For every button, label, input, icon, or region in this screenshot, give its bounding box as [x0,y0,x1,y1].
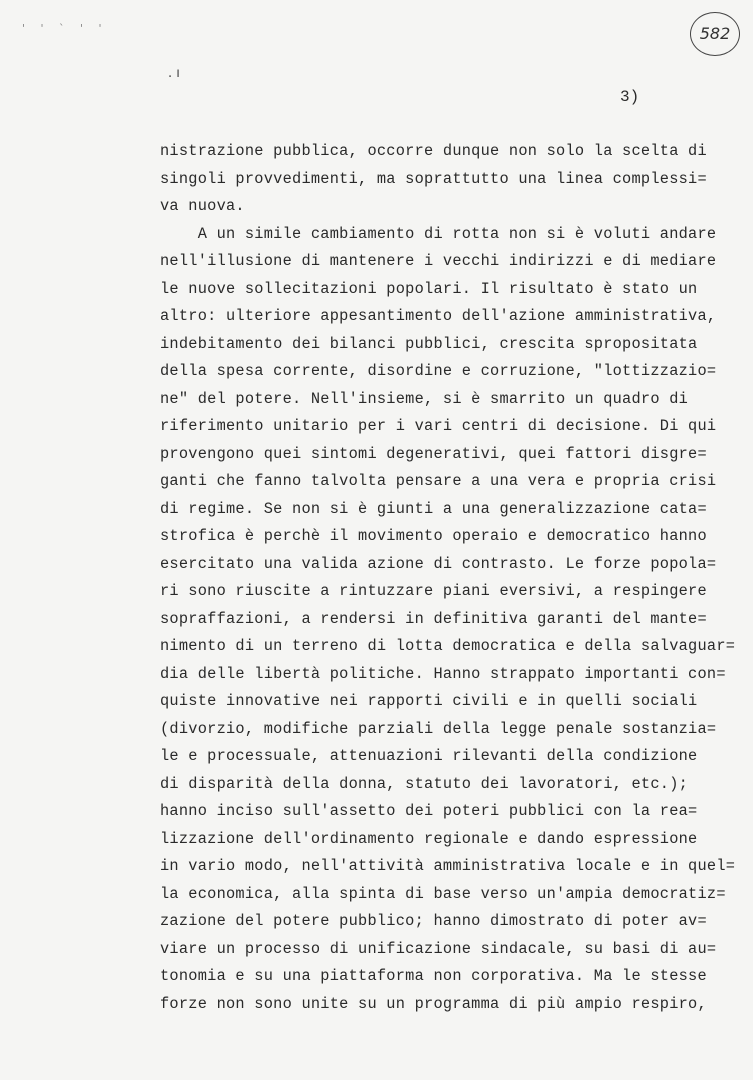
text-line: le nuove sollecitazioni popolari. Il risultato è stato un [160,279,698,298]
text-line: (divorzio, modifiche parziali della legge penale sostanzia= [160,719,717,738]
text-line: della spesa corrente, disordine e corruzione, "lottizzazio= [160,362,717,380]
text-line: nimento di un terreno di lotta democratica e della salvaguar= [160,637,736,655]
text-line: riferimento unitario per i vari centri di decisione. Di qui [160,417,717,435]
scan-specks: ' ' ` ' ' [22,22,108,35]
text-line: sopraffazioni, a rendersi in definitiva garanti del mante= [160,609,707,628]
text-line: lizzazione dell'ordinamento regionale e dando espressione [160,829,698,848]
margin-mark: . ı [168,66,180,81]
text-line: di regime. Se non si è giunti a una generalizzazione cata= [160,499,707,518]
text-line: le e processuale, attenuazioni rilevanti della condizione [160,747,698,765]
text-line: di disparità della donna, statuto dei lavoratori, etc.); [160,774,689,793]
text-line: dia delle libertà politiche. Hanno strappato importanti con= [160,664,726,683]
text-line: nistrazione pubblica, occorre dunque non solo la scelta di [160,142,707,160]
text-line: ganti che fanno talvolta pensare a una vera e propria crisi [160,472,717,490]
text-line: esercitato una valida azione di contrasto. Le forze popola= [160,554,717,573]
text-line: ri sono riuscite a rintuzzare piani eversivi, a respingere [160,582,707,600]
text-line: altro: ulteriore appesantimento dell'azione amministrativa, [160,307,717,325]
page-number: 3) [620,88,640,106]
text-line: la economica, alla spinta di base verso un'ampia democratiz= [160,884,726,903]
text-line: quiste innovative nei rapporti civili e in quelli sociali [160,692,698,710]
text-line: forze non sono unite su un programma di più ampio respiro, [160,994,707,1013]
text-line: provengono quei sintomi degenerativi, quei fattori disgre= [160,444,707,463]
text-line: tonomia e su una piattaforma non corporativa. Ma le stesse [160,967,707,985]
body-text [160,138,736,1018]
text-line: viare un processo di unificazione sindacale, su basi di au= [160,939,717,958]
text-line: zazione del potere pubblico; hanno dimostrato di poter av= [160,912,707,930]
text-line: singoli provvedimenti, ma soprattutto una linea complessi= [160,169,707,188]
text-line: va nuova. [160,197,245,215]
text-line: in vario modo, nell'attività amministrativa locale e in quel= [160,857,736,875]
text-line: indebitamento dei bilanci pubblici, crescita spropositata [160,334,698,353]
text-line: A un simile cambiamento di rotta non si è voluti andare [160,224,717,243]
text-line: ne" del potere. Nell'insieme, si è smarrito un quadro di [160,389,689,408]
archive-stamp-number: 582 [690,12,740,56]
text-line: hanno inciso sull'assetto dei poteri pubblici con la rea= [160,802,698,820]
text-line: nell'illusione di mantenere i vecchi indirizzi e di mediare [160,252,717,270]
text-line: strofica è perchè il movimento operaio e democratico hanno [160,527,707,545]
